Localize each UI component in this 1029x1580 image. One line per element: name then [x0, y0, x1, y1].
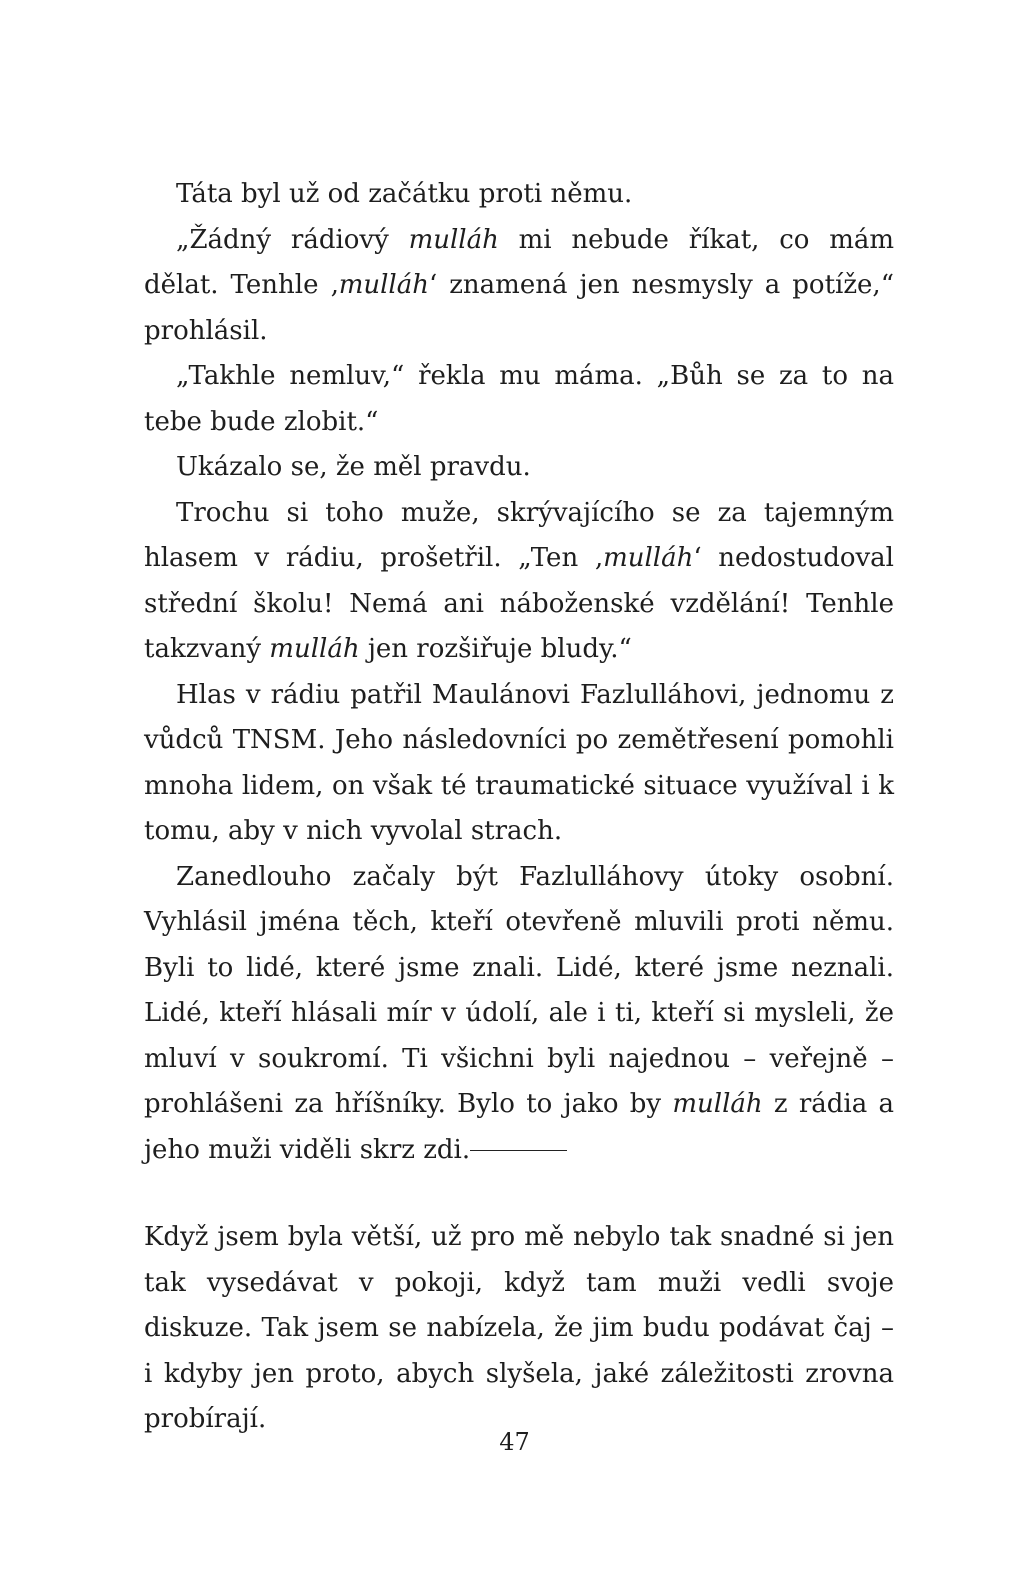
- paragraph-2-part-a: „Žádný rádiový: [176, 224, 409, 255]
- section-divider: [470, 1150, 567, 1151]
- paragraph-6: Hlas v rádiu patřil Maulánovi Fazlulláhovi, jednomu z vůdců TNSM. Jeho následovníci po zemětřesení pomohli mnoha lidem, on však té traumatické situace využíval i k tomu, aby v nich vyvolal strach.: [144, 679, 894, 846]
- paragraph-3: „Takhle nemluv,“ řekla mu máma. „Bůh se za to na tebe bude zlobit.“: [144, 361, 894, 437]
- italic-word-mullah: mulláh: [408, 224, 499, 255]
- body-text-section-one: [144, 172, 894, 1173]
- italic-word-mullah: mulláh: [338, 270, 429, 300]
- paragraph-7-part-c: z rádia a jeho muži viděli skrz zdi.: [144, 1089, 894, 1165]
- italic-word-mullah: mulláh: [603, 543, 694, 573]
- paragraph-2-part-e: ‘ znamená jen nesmysly a potíže,“ prohlásil.: [144, 270, 894, 346]
- paragraph-2-part-c: mi nebude říkat, co mám dělat. Tenhle ‚: [144, 224, 895, 300]
- paragraph-4: Ukázalo se, že měl pravdu.: [176, 452, 531, 482]
- paragraph-8: Když jsem byla větší, už pro mě nebylo tak snadné si jen tak vysedávat v pokoji, když tam muži vedli svoje diskuze. Tak jsem se nabízela, že jim budu podávat čaj – i kdyby jen proto, abych slyšela, jaké záležitosti zrovna probírají.: [144, 1222, 894, 1434]
- paragraph-5-part-e: jen rozšiřuje bludy.“: [359, 634, 632, 664]
- paragraph-7-part-a: Zanedlouho začaly být Fazlulláhovy útoky osobní. Vyhlásil jména těch, kteří otevřeně mluvili proti němu. Byli to lidé, které jsme znali. Lidé, které jsme neznali. Lidé, kteří hlásali mír v údolí, ale i ti, kteří si mysleli, že mluví v soukromí. Ti všichni byli najednou – veřejně – prohlášeni za hříšníky. Bylo to jako by: [144, 861, 894, 1119]
- page-number: 47: [499, 1428, 530, 1456]
- paragraph-2: [144, 218, 894, 355]
- paragraph-5: [144, 491, 894, 673]
- paragraph-7: [144, 855, 894, 1174]
- body-text-section-two: [144, 1215, 894, 1443]
- paragraph-5-part-a: Trochu si toho muže, skrývajícího se za tajemným hlasem v rádiu, prošetřil. „Ten ‚: [144, 497, 894, 573]
- paragraph-1: Táta byl už od začátku proti němu.: [176, 179, 633, 209]
- italic-word-mullah: mulláh: [672, 1089, 763, 1119]
- italic-word-mullah: mulláh: [269, 634, 360, 664]
- paragraph-5-part-c: ‘ nedostudoval střední školu! Nemá ani náboženské vzdělání! Tenhle takzvaný: [144, 543, 894, 664]
